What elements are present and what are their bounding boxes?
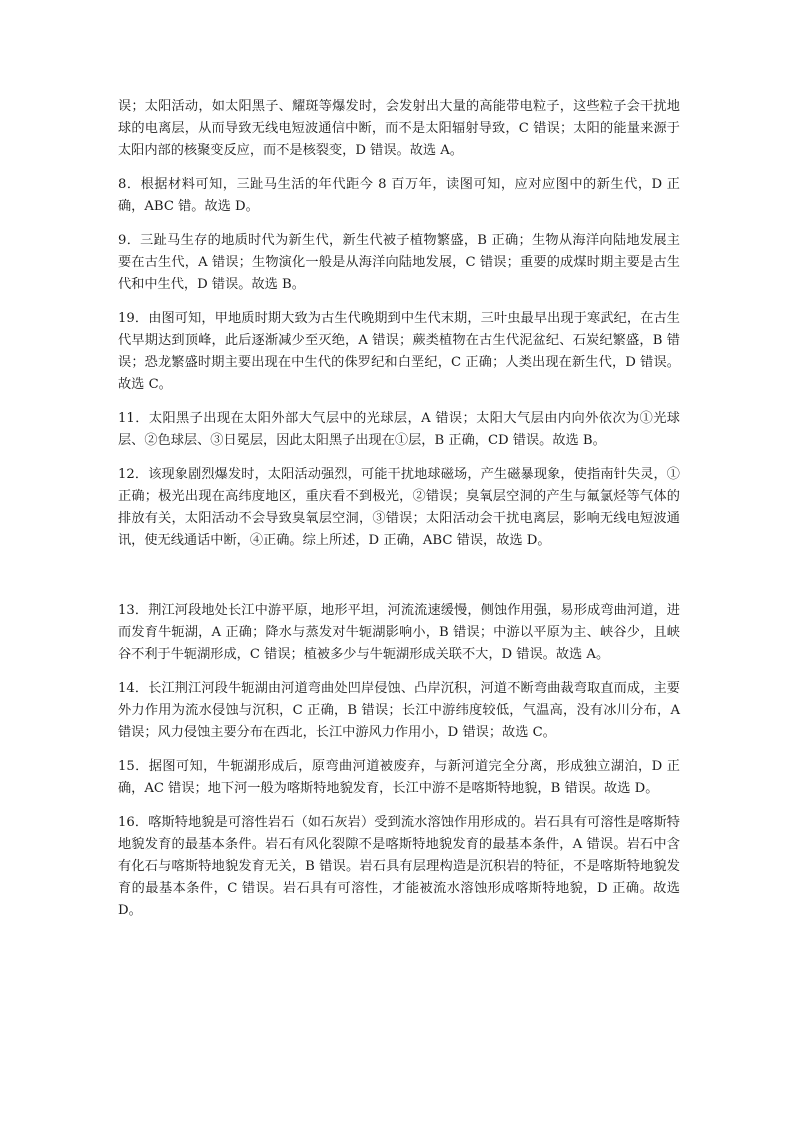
paragraph-answer-12: 12．该现象剧烈爆发时，太阳活动强烈，可能干扰地球磁场，产生磁暴现象，使指南针失灵，①正确；极光出现在高纬度地区，重庆看不到极光，②错误；臭氧层空洞的产生与氟氯烃等气体的排放有关，太阳活动不会导致臭氧层空洞，③错误；太阳活动会干扰电离层，影响无线电短波通讯，使无线通话中断，④正确。综上所述，D 正确，ABC 错误，故选 D。 xyxy=(118,467,680,548)
section-gap xyxy=(118,564,680,600)
paragraph-answer-14: 14．长江荆江河段牛轭湖由河道弯曲处凹岸侵蚀、凸岸沉积，河道不断弯曲裁弯取直而成，主要外力作用为流水侵蚀与沉积，C 正确，B 错误；长江中游纬度较低，气温高，没有冰川分布，A 错误；风力侵蚀主要分布在西北，长江中游风力作用小，D 错误；故选 C。 xyxy=(118,681,680,740)
paragraph-answer-11: 11．太阳黑子出现在太阳外部大气层中的光球层，A 错误；太阳大气层由内向外依次为①光球层、②色球层、③日冕层，因此太阳黑子出现在①层，B 正确，CD 错误。故选 B。 xyxy=(118,411,680,448)
paragraph-answer-8: 8．根据材料可知，三趾马生活的年代距今 8 百万年，读图可知，应对应图中的新生代，D 正确，ABC 错。故选 D。 xyxy=(118,177,680,214)
paragraph-continuation: 误；太阳活动，如太阳黑子、耀斑等爆发时，会发射出大量的高能带电粒子，这些粒子会干扰地球的电离层，从而导致无线电短波通信中断，而不是太阳辐射导致，C 错误；太阳的能量来源于太阳内部的核聚变反应，而不是核裂变，D 错误。故选 A。 xyxy=(118,99,680,158)
paragraph-answer-9: 9．三趾马生存的地质时代为新生代，新生代被子植物繁盛，B 正确；生物从海洋向陆地发展主要在古生代，A 错误；生物演化一般是从海洋向陆地发展，C 错误；重要的成煤时期主要是古生代和中生代，D 错误。故选 B。 xyxy=(118,233,680,292)
paragraph-answer-15: 15．据图可知，牛轭湖形成后，原弯曲河道被废弃，与新河道完全分离，形成独立湖泊，D 正确，AC 错误；地下河一般为喀斯特地貌发育，长江中游不是喀斯特地貌，B 错误。故选 D。 xyxy=(118,759,680,796)
document-page xyxy=(118,96,680,934)
paragraph-answer-13: 13．荆江河段地处长江中游平原，地形平坦，河流流速缓慢，侧蚀作用强，易形成弯曲河道，进而发育牛轭湖，A 正确；降水与蒸发对牛轭湖影响小，B 错误；中游以平原为主、峡谷少，且峡谷不利于牛轭湖形成，C 错误；植被多少与牛轭湖形成关联不大，D 错误。故选 A。 xyxy=(118,603,680,662)
paragraph-answer-19: 19．由图可知，甲地质时期大致为古生代晚期到中生代末期，三叶虫最早出现于寒武纪，在古生代早期达到顶峰，此后逐渐减少至灭绝，A 错误；蕨类植物在古生代泥盆纪、石炭纪繁盛，B 错误；恐龙繁盛时期主要出现在中生代的侏罗纪和白垩纪，C 正确；人类出现在新生代，D 错误。故选 C。 xyxy=(118,311,680,392)
paragraph-answer-16: 16．喀斯特地貌是可溶性岩石（如石灰岩）受到流水溶蚀作用形成的。岩石具有可溶性是喀斯特地貌发育的最基本条件。岩石有风化裂隙不是喀斯特地貌发育的最基本条件，A 错误。岩石中含有化石与喀斯特地貌发育无关，B 错误。岩石具有层理构造是沉积岩的特征，不是喀斯特地貌发育的最基本条件，C 错误。岩石具有可溶性，才能被流水溶蚀形成喀斯特地貌，D 正确。故选 D。 xyxy=(118,815,680,918)
